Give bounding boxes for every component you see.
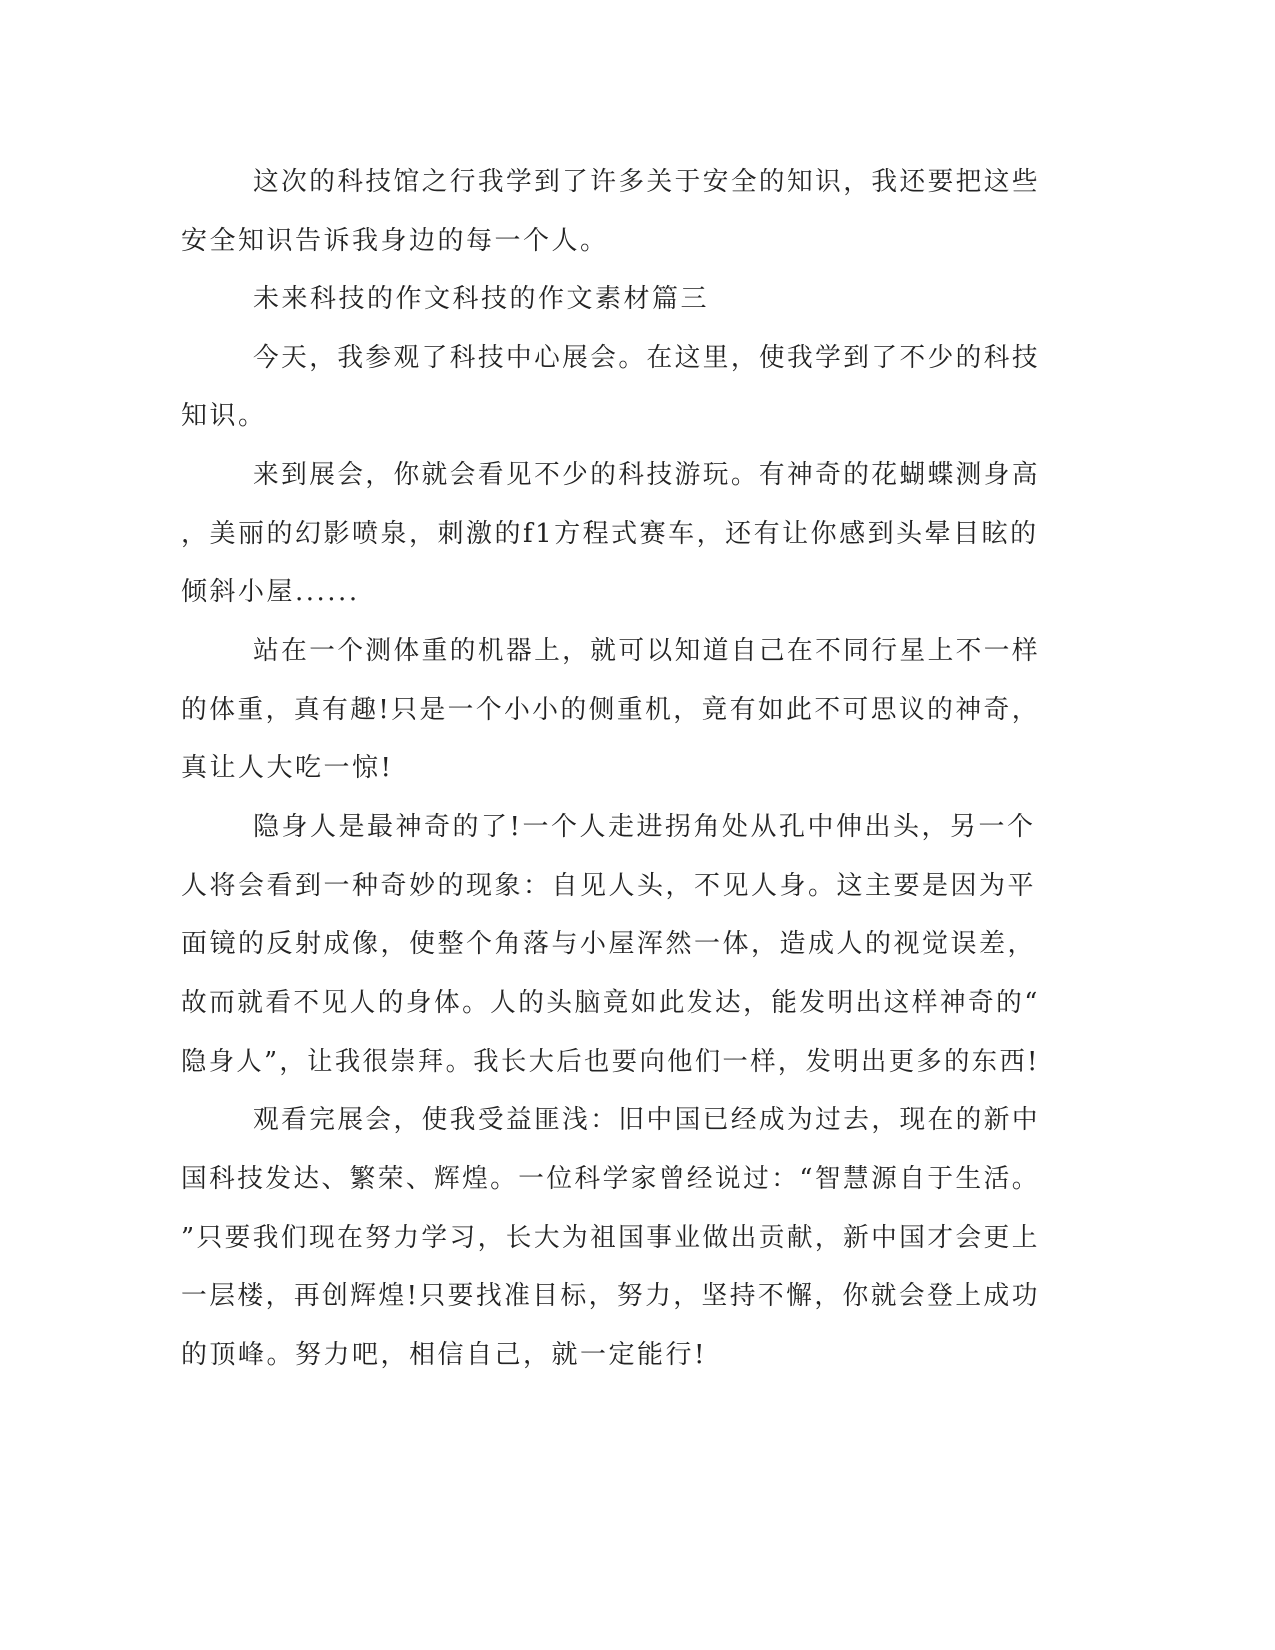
text-line: ”只要我们现在努力学习，长大为祖国事业做出贡献，新中国才会更上 bbox=[181, 1223, 1040, 1253]
text-line: 面镜的反射成像，使整个角落与小屋浑然一体，造成人的视觉误差， bbox=[181, 929, 1037, 959]
text-line: 知识。 bbox=[181, 401, 267, 431]
text-line: 站在一个测体重的机器上，就可以知道自己在不同行星上不一样 bbox=[253, 636, 1041, 666]
text-line: 真让人大吃一惊! bbox=[181, 753, 394, 783]
text-line: 国科技发达、繁荣、辉煌。一位科学家曾经说过：“智慧源自于生活。 bbox=[181, 1164, 1040, 1194]
text-line: 今天，我参观了科技中心展会。在这里，使我学到了不少的科技 bbox=[253, 343, 1041, 373]
text-line: 这次的科技馆之行我学到了许多关于安全的知识，我还要把这些 bbox=[253, 167, 1041, 197]
text-line: 的体重，真有趣!只是一个小小的侧重机，竟有如此不可思议的神奇， bbox=[181, 695, 1040, 725]
text-line: 故而就看不见人的身体。人的头脑竟如此发达，能发明出这样神奇的“ bbox=[181, 988, 1040, 1018]
text-line: 的顶峰。努力吧，相信自己，就一定能行! bbox=[181, 1340, 707, 1370]
text-line: 一层楼，再创辉煌!只要找准目标，努力，坚持不懈，你就会登上成功 bbox=[181, 1281, 1040, 1311]
section-heading: 未来科技的作文科技的作文素材篇三 bbox=[253, 284, 710, 314]
text-line: 人将会看到一种奇妙的现象：自见人头，不见人身。这主要是因为平 bbox=[181, 871, 1037, 901]
text-line: 来到展会，你就会看见不少的科技游玩。有神奇的花蝴蝶测身高 bbox=[253, 460, 1041, 490]
text-line: 倾斜小屋...... bbox=[181, 577, 360, 607]
text-line: 安全知识告诉我身边的每一个人。 bbox=[181, 226, 609, 256]
text-line: 隐身人”，让我很崇拜。我长大后也要向他们一样，发明出更多的东西! bbox=[181, 1047, 1040, 1077]
text-line: ，美丽的幻影喷泉，刺激的f1方程式赛车，还有让你感到头晕目眩的 bbox=[181, 519, 1039, 549]
text-line: 隐身人是最神奇的了!一个人走进拐角处从孔中伸出头，另一个 bbox=[253, 812, 1036, 842]
text-line: 观看完展会，使我受益匪浅：旧中国已经成为过去，现在的新中 bbox=[253, 1105, 1041, 1135]
